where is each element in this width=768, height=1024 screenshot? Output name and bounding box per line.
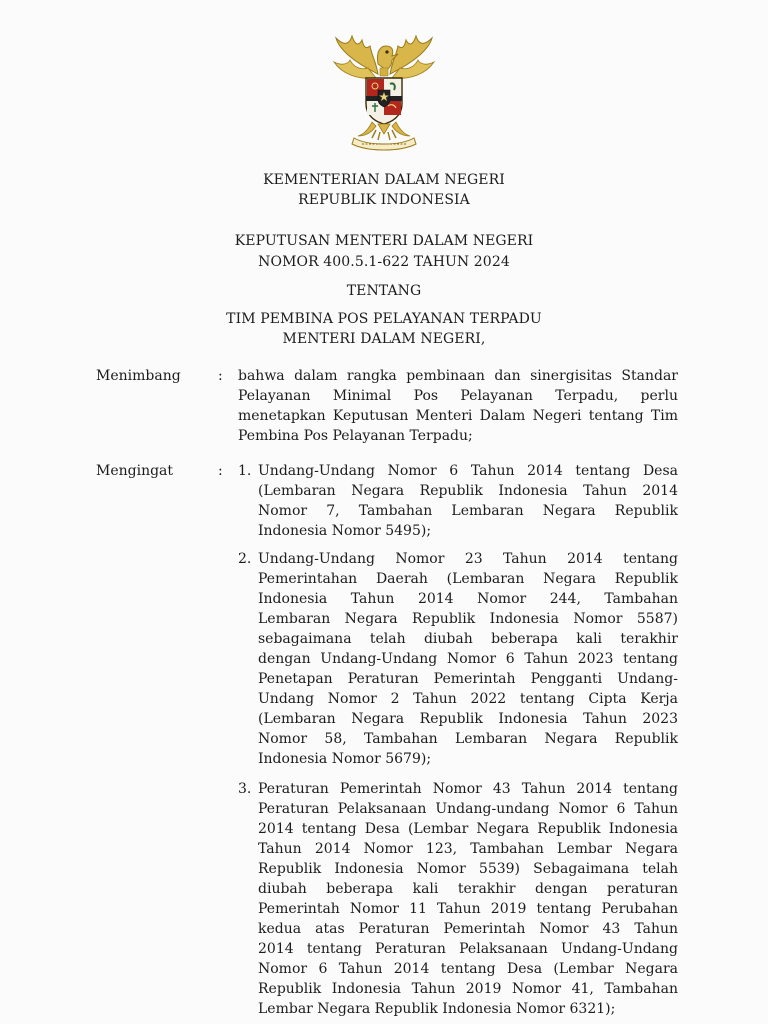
text-line: Nomor 58, Tambahan Lembaran Negara Republik	[258, 731, 678, 747]
text-line: (Lembaran Negara Republik Indonesia Tahun 2014	[258, 483, 678, 499]
text-line: Pemerintah Nomor 11 Tahun 2019 tentang Perubahan	[258, 901, 678, 917]
text-line: Undang-Undang Nomor 6 Tahun 2014 tentang Desa	[258, 463, 678, 479]
about-heading: TENTANG	[346, 283, 422, 299]
text-line: Indonesia Nomor 5495);	[258, 523, 432, 539]
ministry-name: KEMENTERIAN DALAM NEGERI	[263, 172, 505, 188]
text-line: Penetapan Peraturan Pemerintah Pengganti Undang-	[258, 671, 678, 687]
text-line: Undang Nomor 2 Tahun 2022 tentang Cipta Kerja	[258, 691, 678, 707]
text-line: bahwa dalam rangka pembinaan dan sinergisitas Standar	[238, 368, 678, 384]
item-number: 2.	[238, 551, 252, 567]
text-line: dengan Undang-Undang Nomor 6 Tahun 2023 tentang	[258, 651, 678, 667]
menimbang-label: Menimbang	[96, 368, 181, 384]
text-line: Nomor 6 Tahun 2014 tentang Desa (Lembar Negara	[258, 961, 678, 977]
mengingat-label: Mengingat	[96, 463, 174, 479]
text-line: menetapkan Keputusan Menteri Dalam Negeri tentang Tim	[238, 408, 678, 424]
decree-title: KEPUTUSAN MENTERI DALAM NEGERI	[234, 233, 534, 249]
garuda-emblem-icon	[328, 34, 440, 152]
decree-number: NOMOR 400.5.1-622 TAHUN 2024	[258, 254, 510, 270]
text-line: Pembina Pos Pelayanan Terpadu;	[238, 428, 473, 444]
text-line: Lembar Negara Republik Indonesia Nomor 6321);	[258, 1001, 616, 1017]
text-line: Pemerintahan Daerah (Lembaran Negara Republik	[258, 571, 678, 587]
text-line: 2014 tentang Desa (Lembar Negara Republik Indonesia	[258, 821, 678, 837]
text-line: diubah beberapa kali terakhir dengan peraturan	[258, 881, 678, 897]
text-line: sebagaimana telah diubah beberapa kali terakhir	[258, 631, 678, 647]
text-line: 2014 tentang Peraturan Pelaksanaan Undang-Undang	[258, 941, 678, 957]
menimbang-colon: :	[218, 368, 223, 384]
text-line: Pelayanan Minimal Pos Pelayanan Terpadu, perlu	[238, 388, 678, 404]
menimbang-text	[238, 366, 678, 446]
text-line: Peraturan Pelaksanaan Undang-undang Nomor 6 Tahun	[258, 801, 678, 817]
text-line: (Lembaran Negara Republik Indonesia Tahun 2023	[258, 711, 678, 727]
mengingat-item-1	[258, 461, 678, 541]
mengingat-colon: :	[218, 463, 223, 479]
text-line: Republik Indonesia Nomor 5539) Sebagaimana telah	[258, 861, 678, 877]
text-line: Peraturan Pemerintah Nomor 43 Tahun 2014 tentang	[258, 781, 678, 797]
text-line: Nomor 7, Tambahan Lembaran Negara Republik	[258, 503, 678, 519]
minister-heading: MENTERI DALAM NEGERI,	[282, 331, 486, 347]
text-line: Indonesia Nomor 5679);	[258, 751, 432, 767]
country-name: REPUBLIK INDONESIA	[298, 192, 470, 208]
text-line: Tahun 2014 Nomor 123, Tambahan Lembar Negara	[258, 841, 678, 857]
decree-subject: TIM PEMBINA POS PELAYANAN TERPADU	[226, 311, 542, 327]
item-number: 1.	[238, 463, 252, 479]
item-number: 3.	[238, 781, 252, 797]
text-line: Indonesia Tahun 2014 Nomor 244, Tambahan	[258, 591, 678, 607]
text-line: Undang-Undang Nomor 23 Tahun 2014 tentang	[258, 551, 678, 567]
text-line: Republik Indonesia Tahun 2019 Nomor 41, Tambahan	[258, 981, 678, 997]
mengingat-item-2	[258, 549, 678, 769]
mengingat-item-3	[258, 779, 678, 1019]
text-line: Lembaran Negara Republik Indonesia Nomor 5587)	[258, 611, 678, 627]
text-line: kedua atas Peraturan Pemerintah Nomor 43 Tahun	[258, 921, 678, 937]
